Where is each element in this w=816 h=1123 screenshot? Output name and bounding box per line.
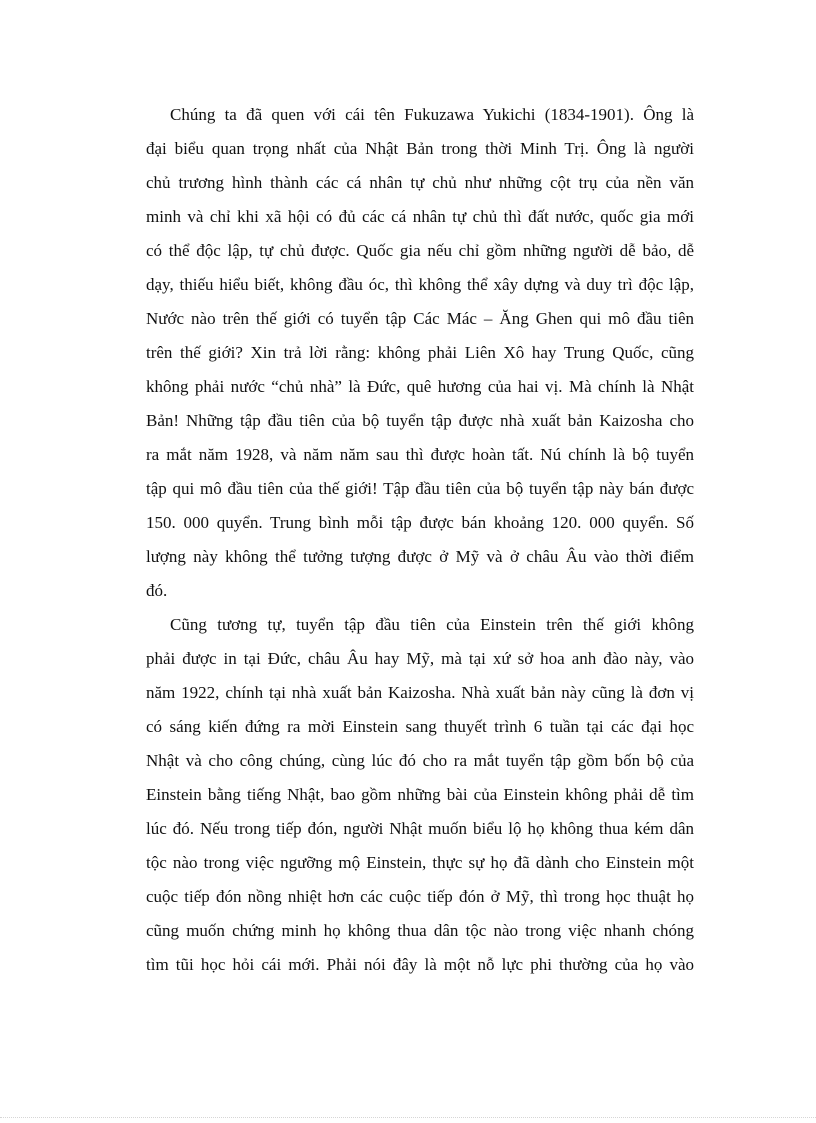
text-line: tìm tũi học hỏi cái mới. Phải nói đây là một nỗ lực phi thường của họ vào (146, 955, 694, 974)
text-line: 150. 000 quyển. Trung bình mỗi tập được bán khoảng 120. 000 quyển. Số (146, 513, 694, 532)
text-line: có sáng kiến đứng ra mời Einstein sang thuyết trình 6 tuần tại các đại học (146, 717, 694, 736)
text-line: Einstein bằng tiếng Nhật, bao gồm những bài của Einstein không phải dễ tìm (146, 785, 694, 804)
text-line: tộc nào trong việc ngưỡng mộ Einstein, thực sự họ đã dành cho Einstein một (146, 853, 694, 872)
text-line: ra mắt năm 1928, và năm năm sau thì được hoàn tất. Nú chính là bộ tuyển (146, 445, 694, 464)
text-line: Chúng ta đã quen với cái tên Fukuzawa Yukichi (1834-1901). Ông là (170, 105, 694, 124)
text-line: lúc đó. Nếu trong tiếp đón, người Nhật muốn biểu lộ họ không thua kém dân (146, 819, 694, 838)
page-bottom-divider (0, 1117, 816, 1118)
text-line: phải được in tại Đức, châu Âu hay Mỹ, mà tại xứ sở hoa anh đào này, vào (146, 649, 694, 668)
text-line: minh và chỉ khi xã hội có đủ các cá nhân tự chủ thì đất nước, quốc gia mới (146, 207, 694, 226)
text-line: đó. (146, 581, 168, 600)
text-line: Bản! Những tập đầu tiên của bộ tuyển tập được nhà xuất bản Kaizosha cho (146, 411, 694, 430)
text-line: Nhật và cho công chúng, cùng lúc đó cho ra mắt tuyển tập gồm bốn bộ của (146, 751, 694, 770)
text-line: năm 1922, chính tại nhà xuất bản Kaizosha. Nhà xuất bản này cũng là đơn vị (146, 683, 694, 702)
text-line: cuộc tiếp đón nồng nhiệt hơn các cuộc tiếp đón ở Mỹ, thì trong học thuật họ (146, 887, 694, 906)
text-line: chủ trương hình thành các cá nhân tự chủ như những cột trụ của nền văn (146, 173, 694, 192)
body-text (146, 98, 694, 982)
text-line: không phải nước “chủ nhà” là Đức, quê hương của hai vị. Mà chính là Nhật (146, 377, 694, 396)
text-line: đại biểu quan trọng nhất của Nhật Bản trong thời Minh Trị. Ông là người (146, 139, 694, 158)
text-line: lượng này không thể tưởng tượng được ở Mỹ và ở châu Âu vào thời điểm (146, 547, 694, 566)
text-line: tập qui mô đầu tiên của thế giới! Tập đầu tiên của bộ tuyển tập này bán được (146, 479, 694, 498)
text-line: có thể độc lập, tự chủ được. Quốc gia nếu chỉ gồm những người dễ bảo, dễ (146, 241, 694, 260)
text-line: cũng muốn chứng minh họ không thua dân tộc nào trong việc nhanh chóng (146, 921, 694, 940)
text-line: trên thế giới? Xin trả lời rằng: không phải Liên Xô hay Trung Quốc, cũng (146, 343, 694, 362)
text-line: Cũng tương tự, tuyển tập đầu tiên của Einstein trên thế giới không (170, 615, 694, 634)
text-line: Nước nào trên thế giới có tuyển tập Các Mác – Ăng Ghen qui mô đầu tiên (146, 309, 694, 328)
text-line: dạy, thiếu hiểu biết, không đầu óc, thì không thể xây dựng và duy trì độc lập, (146, 275, 694, 294)
